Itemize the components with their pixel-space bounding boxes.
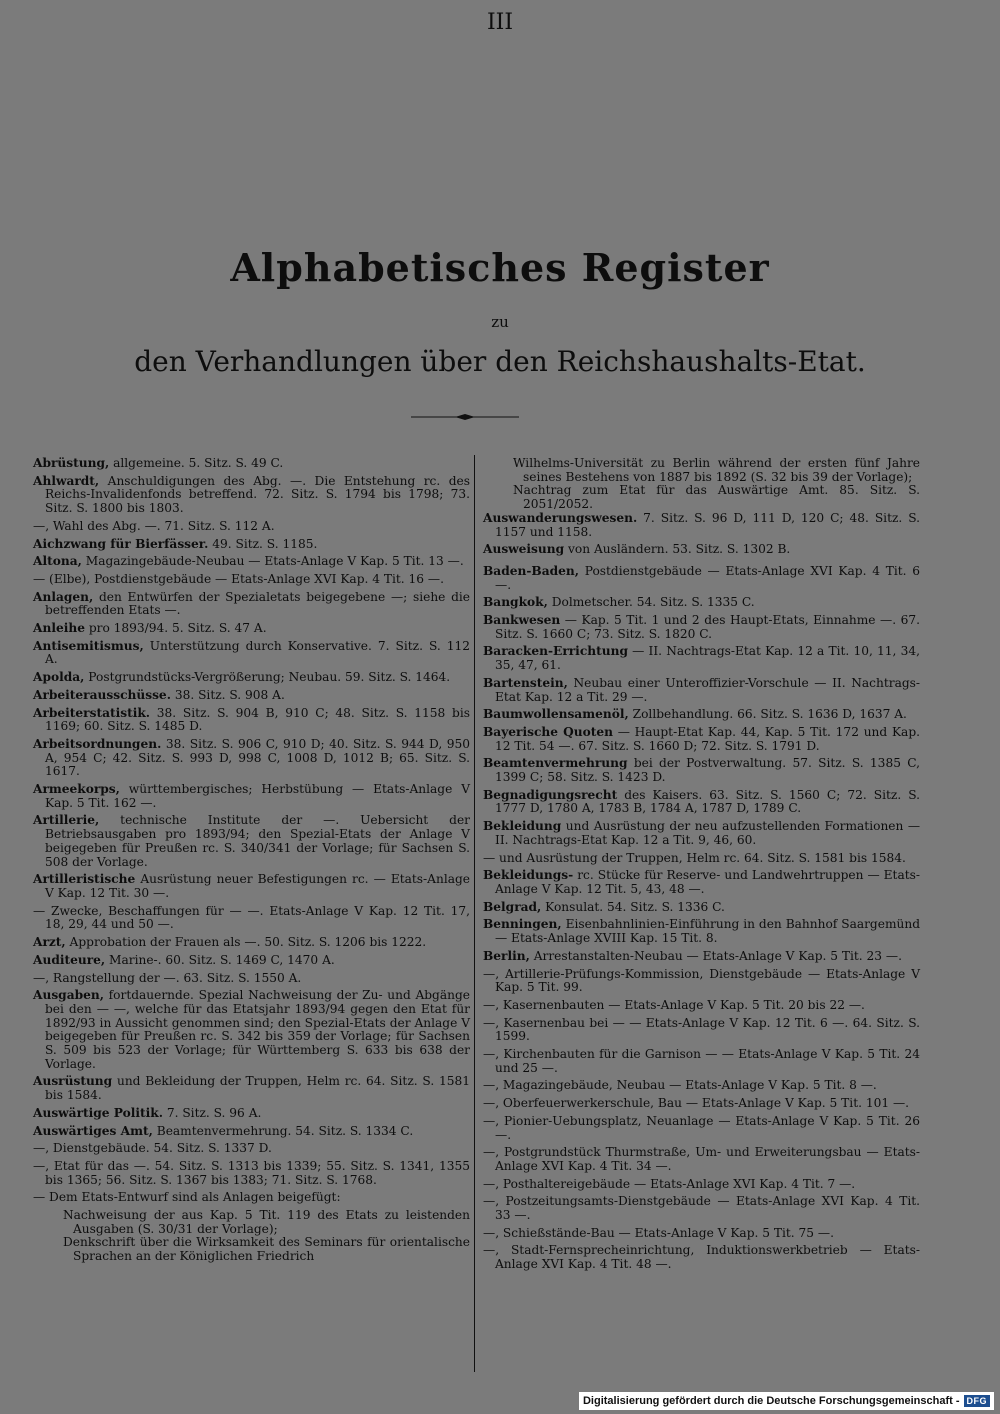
- register-entry: [33, 905, 470, 932]
- register-entry: [33, 475, 470, 516]
- entry-lemma: Arbeiterstatistik.: [33, 705, 151, 720]
- entry-text: allgemeine. 5. Sitz. S. 49 C.: [113, 456, 284, 470]
- entry-text: Magazingebäude-Neubau — Etats-Anlage V Kap. 5 Tit. 13 —.: [85, 554, 464, 569]
- entry-text: —, Postgrundstück Thurmstraße, Um- und Erweiterungsbau — Etats-Anlage XVI Kap. 4 Tit. 34 —.: [483, 1145, 920, 1173]
- register-entry: [33, 520, 470, 534]
- register-entry: [483, 645, 920, 672]
- register-entry: [483, 512, 920, 539]
- entry-text: —, Artillerie-Prüfungs-Kommission, Dienstgebäude — Etats-Anlage V Kap. 5 Tit. 99.: [483, 966, 920, 995]
- title-zu: zu: [491, 313, 509, 331]
- entry-lemma: Abrüstung,: [33, 456, 110, 470]
- entry-text: Postdienstgebäude — Etats-Anlage XVI Kap. 4 Tit. 6 —.: [495, 563, 920, 592]
- register-entry: [33, 573, 470, 587]
- entry-text: — Dem Etats-Entwurf sind als Anlagen beigefügt:: [33, 1190, 341, 1205]
- entry-lemma: Altona,: [33, 554, 82, 569]
- entry-text: Nachtrag zum Etat für das Auswärtige Amt. 85. Sitz. S. 2051/2052.: [513, 483, 920, 512]
- register-entry: [483, 1079, 920, 1093]
- register-entry: [483, 726, 920, 753]
- entry-lemma: Bartenstein,: [483, 675, 568, 690]
- entry-lemma: Beamtenvermehrung: [483, 756, 628, 771]
- register-entry: [33, 591, 470, 618]
- register-entry: [33, 640, 470, 667]
- register-entry: [483, 614, 920, 641]
- entry-text: Denkschrift über die Wirksamkeit des Seminars für orientalische Sprachen an der Königlichen Friedrich: [63, 1235, 470, 1264]
- entry-lemma: Bayerische Quoten: [483, 724, 613, 739]
- register-entry: [33, 622, 470, 636]
- register-entry: [33, 738, 470, 779]
- register-entry: [483, 1097, 920, 1111]
- page-title: Alphabetisches Register: [230, 245, 770, 290]
- entry-text: von Ausländern. 53. Sitz. S. 1302 B.: [568, 542, 791, 557]
- entry-text: bei der Postverwaltung. 57. Sitz. S. 1385 C, 1399 C; 58. Sitz. S. 1423 D.: [495, 756, 921, 785]
- register-entry: [483, 1227, 920, 1241]
- entry-text: 49. Sitz. S. 1185.: [212, 536, 318, 551]
- register-entry: [483, 901, 920, 915]
- register-entry: [483, 1048, 920, 1075]
- register-entry: [483, 789, 920, 816]
- entry-lemma: Artilleristische: [33, 872, 136, 887]
- entry-text: —, Pionier-Uebungsplatz, Neuanlage — Etats-Anlage V Kap. 5 Tit. 26 —.: [483, 1113, 920, 1142]
- entry-lemma: Begnadigungsrecht: [483, 787, 618, 802]
- entry-text: — (Elbe), Postdienstgebäude — Etats-Anlage XVI Kap. 4 Tit. 16 —.: [33, 571, 444, 586]
- register-entry: [483, 918, 920, 945]
- register-entry: [33, 555, 470, 569]
- entry-text: Konsulat. 54. Sitz. S. 1336 C.: [545, 899, 725, 914]
- register-entry: [483, 565, 920, 592]
- register-entry: [33, 1160, 470, 1187]
- entry-text: —, Kasernenbau bei — — Etats-Anlage V Kap. 12 Tit. 6 —. 64. Sitz. S. 1599.: [483, 1015, 920, 1044]
- entry-lemma: Antisemitismus,: [33, 638, 144, 653]
- entry-lemma: Ausgaben,: [33, 988, 104, 1003]
- register-entry: [483, 484, 920, 511]
- entry-lemma: Bangkok,: [483, 595, 548, 610]
- register-column-right: [483, 457, 920, 1276]
- page-subtitle: den Verhandlungen über den Reichshaushalts-Etat.: [134, 345, 866, 378]
- footer-text: Digitalisierung gefördert durch die Deutsche Forschungsgemeinschaft -: [582, 1395, 960, 1407]
- entry-lemma: Arbeitsordnungen.: [33, 736, 162, 751]
- entry-text: — Haupt-Etat Kap. 44, Kap. 5 Tit. 172 und Kap. 12 Tit. 54 —. 67. Sitz. S. 1660 D; 72. Sitz. S. 1791 D.: [495, 724, 920, 753]
- entry-text: den Entwürfen der Spezialetats beigegebene —; siehe die betreffenden Etats —.: [45, 589, 471, 618]
- entry-text: rc. Stücke für Reserve- und Landwehrtruppen — Etats-Anlage V Kap. 12 Tit. 5, 43, 48 —.: [495, 868, 920, 896]
- register-entry: [483, 543, 920, 557]
- register-entry: [483, 1244, 920, 1271]
- entry-lemma: Ausrüstung: [33, 1074, 113, 1089]
- entry-lemma: Arbeiterausschüsse.: [33, 687, 171, 702]
- register-entry: [483, 457, 920, 484]
- register-entry: [33, 707, 470, 734]
- register-entry: [33, 972, 470, 986]
- entry-lemma: Auditeure,: [33, 952, 106, 967]
- entry-text: Eisenbahnlinien-Einführung in den Bahnhof Saargemünd — Etats-Anlage XVIII Kap. 15 Tit. 8.: [495, 917, 920, 946]
- register-entry: [483, 708, 920, 722]
- ornament-rule-icon: [411, 412, 519, 422]
- register-entry: [483, 852, 920, 866]
- register-entry: [483, 1146, 920, 1173]
- entry-text: —, Kirchenbauten für die Garnison — — Etats-Anlage V Kap. 5 Tit. 24 und 25 —.: [483, 1047, 920, 1075]
- entry-text: und Ausrüstung der neu aufzustellenden Formationen — II. Nachtrags-Etat Kap. 12 a Tit. 9, 46, 60.: [495, 819, 921, 847]
- register-entry: [33, 1125, 470, 1139]
- entry-lemma: Auswärtiges Amt,: [33, 1123, 153, 1138]
- register-column-left: [33, 457, 470, 1264]
- register-entry: [33, 1075, 470, 1102]
- entry-lemma: Bekleidungs-: [483, 868, 574, 883]
- entry-text: —, Schießstände-Bau — Etats-Anlage V Kap. 5 Tit. 75 —.: [483, 1225, 834, 1240]
- entry-text: 38. Sitz. S. 906 C, 910 D; 40. Sitz. S. 944 D, 950 A, 954 C; 42. Sitz. S. 993 D, 998 C, 1008 D, 1012 B; 65. Sitz. S. 1617.: [45, 736, 470, 779]
- register-entry: [33, 457, 470, 471]
- entry-lemma: Arzt,: [33, 935, 66, 950]
- entry-text: Wilhelms-Universität zu Berlin während der ersten fünf Jahre seines Bestehens von 1887 bis 1892 (S. 32 bis 39 der Vorlage);: [513, 456, 920, 484]
- register-entry: [33, 873, 470, 900]
- register-entry: [33, 1142, 470, 1156]
- entry-text: Arrestanstalten-Neubau — Etats-Anlage V Kap. 5 Tit. 23 —.: [533, 948, 902, 963]
- entry-lemma: Ausweisung: [483, 542, 565, 557]
- entry-lemma: Benningen,: [483, 917, 562, 932]
- dfg-footer: [579, 1392, 994, 1410]
- entry-text: und Bekleidung der Truppen, Helm rc. 64. Sitz. S. 1581 bis 1584.: [45, 1074, 470, 1103]
- entry-text: 7. Sitz. S. 96 A.: [166, 1105, 262, 1120]
- entry-text: —, Wahl des Abg. —. 71. Sitz. S. 112 A.: [33, 518, 275, 533]
- entry-text: technische Institute der —. Uebersicht der Betriebsausgaben pro 1893/94; den Spezial-Etats der Anlage V beigegeben für Preußen rc. S. 340/341 der Vorlage; für Sachsen S. 508 der Vorlage.: [45, 813, 471, 869]
- entry-text: —, Stadt-Fernsprecheinrichtung, Induktionswerkbetrieb — Etats-Anlage XVI Kap. 4 Tit. 48 —.: [483, 1243, 920, 1272]
- register-entry: [483, 1017, 920, 1044]
- entry-text: des Kaisers. 63. Sitz. S. 1560 C; 72. Sitz. S. 1777 D, 1780 A, 1783 B, 1784 A, 1787 D, 1789 C.: [495, 787, 921, 816]
- entry-text: Dolmetscher. 54. Sitz. S. 1335 C.: [551, 595, 755, 610]
- entry-text: pro 1893/94. 5. Sitz. S. 47 A.: [88, 621, 267, 636]
- entry-text: 38. Sitz. S. 904 B, 910 C; 48. Sitz. S. 1158 bis 1169; 60. Sitz. S. 1485 D.: [45, 705, 470, 734]
- entry-text: Ausrüstung neuer Befestigungen rc. — Etats-Anlage V Kap. 12 Tit. 30 —.: [45, 872, 471, 900]
- entry-text: —, Magazingebäude, Neubau — Etats-Anlage V Kap. 5 Tit. 8 —.: [483, 1078, 877, 1093]
- entry-text: Postgrundstücks-Vergrößerung; Neubau. 59. Sitz. S. 1464.: [88, 670, 451, 685]
- entry-lemma: Artillerie,: [33, 813, 100, 828]
- register-entry: [483, 999, 920, 1013]
- register-entry: [483, 968, 920, 995]
- entry-text: —, Oberfeuerwerkerschule, Bau — Etats-Anlage V Kap. 5 Tit. 101 —.: [483, 1096, 910, 1111]
- entry-lemma: Baumwollensamenöl,: [483, 707, 629, 722]
- entry-lemma: Berlin,: [483, 948, 530, 963]
- entry-lemma: Auswanderungswesen.: [483, 510, 638, 525]
- entry-lemma: Aichzwang für Bierfässer.: [33, 536, 209, 551]
- entry-lemma: Baden-Baden,: [483, 563, 579, 578]
- entry-text: —, Dienstgebäude. 54. Sitz. S. 1337 D.: [33, 1141, 272, 1156]
- register-entry: [33, 954, 470, 968]
- register-entry: [483, 950, 920, 964]
- register-entry: [33, 989, 470, 1071]
- entry-text: Approbation der Frauen als —. 50. Sitz. S. 1206 bis 1222.: [69, 935, 427, 950]
- register-entry: [483, 1115, 920, 1142]
- entry-text: württembergisches; Herbstübung — Etats-Anlage V Kap. 5 Tit. 162 —.: [45, 782, 470, 810]
- register-entry: [33, 1236, 470, 1263]
- entry-lemma: Ahlwardt,: [33, 473, 100, 488]
- entry-lemma: Anlagen,: [33, 589, 94, 604]
- page-number: III: [486, 10, 514, 35]
- entry-lemma: Apolda,: [33, 670, 85, 685]
- register-entry: [483, 596, 920, 610]
- register-entry: [33, 1107, 470, 1121]
- entry-text: —, Postzeitungsamts-Dienstgebäude — Etats-Anlage XVI Kap. 4 Tit. 33 —.: [483, 1194, 920, 1223]
- entry-lemma: Belgrad,: [483, 899, 542, 914]
- register-entry: [483, 869, 920, 896]
- entry-lemma: Auswärtige Politik.: [33, 1105, 163, 1120]
- register-entry: [483, 1195, 920, 1222]
- entry-lemma: Bankwesen: [483, 613, 561, 628]
- register-entry: [33, 814, 470, 869]
- entry-lemma: Anleihe: [33, 621, 85, 636]
- entry-text: Unterstützung durch Konservative. 7. Sitz. S. 112 A.: [45, 638, 470, 667]
- entry-text: — II. Nachtrags-Etat Kap. 12 a Tit. 10, 11, 34, 35, 47, 61.: [495, 644, 920, 673]
- entry-text: Zollbehandlung. 66. Sitz. S. 1636 D, 1637 A.: [632, 707, 907, 722]
- entry-text: 38. Sitz. S. 908 A.: [174, 687, 285, 702]
- entry-text: Anschuldigungen des Abg. —. Die Entstehung rc. des Reichs-Invalidenfonds betreffend. 72. Sitz. S. 1794 bis 1798; 73. Sitz. S. 1800 bis 1803.: [45, 473, 471, 516]
- entry-text: 7. Sitz. S. 96 D, 111 D, 120 C; 48. Sitz. S. 1157 und 1158.: [495, 510, 921, 539]
- register-entry: [33, 538, 470, 552]
- entry-text: —, Rangstellung der —. 63. Sitz. S. 1550 A.: [33, 970, 302, 985]
- entry-text: —, Kasernenbauten — Etats-Anlage V Kap. 5 Tit. 20 bis 22 —.: [483, 997, 865, 1012]
- entry-text: — Zwecke, Beschaffungen für — —. Etats-Anlage V Kap. 12 Tit. 17, 18, 29, 44 und 50 —.: [33, 903, 470, 932]
- entry-text: —, Posthaltereigebäude — Etats-Anlage XVI Kap. 4 Tit. 7 —.: [483, 1176, 856, 1191]
- entry-text: Marine-. 60. Sitz. S. 1469 C, 1470 A.: [109, 952, 335, 967]
- dfg-logo-icon: DFG: [964, 1395, 991, 1407]
- entry-text: fortdauernde. Spezial Nachweisung der Zu- und Abgänge bei den — —, welche für das Etatsjahr 1893/94 gegen den Etat für 1892/93 in Aussicht genommen sind; den Spezial-Etats der Anlage V beigegeben für Preußen rc. S. 342 bis 359 der Vorlage; für Sachsen S. 509 bis 523 der Vorlage; für Württemberg S. 633 bis 638 der Vorlage.: [45, 988, 470, 1071]
- entry-text: Nachweisung der aus Kap. 5 Tit. 119 des Etats zu leistenden Ausgaben (S. 30/31 der Vorlage);: [63, 1208, 470, 1236]
- register-entry: [483, 1178, 920, 1192]
- entry-text: —, Etat für das —. 54. Sitz. S. 1313 bis 1339; 55. Sitz. S. 1341, 1355 bis 1365; 56. Sitz. S. 1367 bis 1383; 71. Sitz. S. 1768.: [33, 1158, 470, 1187]
- register-entry: [33, 689, 470, 703]
- register-entry: [483, 677, 920, 704]
- register-entry: [33, 1191, 470, 1205]
- register-entry: [483, 757, 920, 784]
- register-entry: [33, 783, 470, 810]
- entry-text: Beamtenvermehrung. 54. Sitz. S. 1334 C.: [156, 1123, 414, 1138]
- register-entry: [33, 936, 470, 950]
- entry-lemma: Armeekorps,: [33, 782, 120, 797]
- register-entry: [33, 1209, 470, 1236]
- register-entry: [33, 671, 470, 685]
- register-entry: [483, 820, 920, 847]
- entry-lemma: Baracken-Errichtung: [483, 644, 628, 659]
- entry-text: Neubau einer Unteroffizier-Vorschule — II. Nachtrags-Etat Kap. 12 a Tit. 29 —.: [495, 675, 921, 704]
- column-divider: [474, 455, 475, 1372]
- entry-text: — und Ausrüstung der Truppen, Helm rc. 64. Sitz. S. 1581 bis 1584.: [483, 850, 906, 865]
- entry-text: — Kap. 5 Tit. 1 und 2 des Haupt-Etats, Einnahme —. 67. Sitz. S. 1660 C; 73. Sitz. S. 1820 C.: [495, 613, 921, 641]
- entry-lemma: Bekleidung: [483, 819, 562, 834]
